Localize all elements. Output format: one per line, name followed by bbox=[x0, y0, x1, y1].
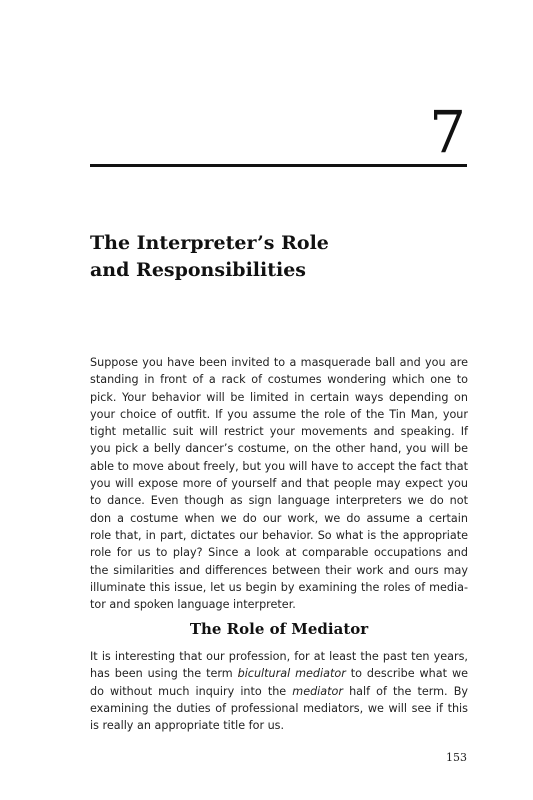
text-line: role for us to play? Since a look at comparable occupations and bbox=[90, 546, 468, 560]
text-line: tight metallic suit will restrict your movements and speaking. If bbox=[90, 425, 468, 439]
text-line: standing in front of a rack of costumes wondering which one to bbox=[90, 373, 468, 387]
text-run: to describe what we bbox=[345, 667, 468, 681]
text-line: able to move about freely, but you will have to accept the fact that bbox=[90, 459, 468, 473]
text-line: It is interesting that our profession, for at least the past ten years, bbox=[90, 650, 468, 663]
text-line: Suppose you have been invited to a masquerade ball and you are bbox=[90, 356, 468, 369]
emphasis-term: mediator bbox=[292, 684, 343, 698]
text-line bbox=[90, 683, 468, 700]
text-line: role that, in part, dictates our behavior. So what is the appropriate bbox=[90, 528, 468, 542]
intro-paragraph bbox=[90, 354, 468, 613]
text-line: the similarities and differences between their work and ours may bbox=[90, 563, 468, 577]
chapter-number: 7 bbox=[429, 98, 466, 166]
text-run: half of the term. By bbox=[342, 684, 468, 698]
text-line: tor and spoken language interpreter. bbox=[90, 598, 296, 612]
text-line: is really an appropriate title for us. bbox=[90, 719, 285, 733]
chapter-rule bbox=[90, 164, 467, 167]
text-run: has been using the term bbox=[90, 667, 238, 681]
chapter-title-line: The Interpreter’s Role bbox=[90, 232, 329, 254]
page-number: 153 bbox=[446, 751, 467, 764]
text-line: to dance. Even though as sign language interpreters we do not bbox=[90, 494, 468, 508]
chapter-title bbox=[90, 230, 470, 284]
text-line: examining the duties of professional mediators, we will see if this bbox=[90, 701, 468, 715]
emphasis-term: bicultural mediator bbox=[237, 667, 346, 681]
section-paragraph bbox=[90, 648, 468, 734]
text-line: you will expose more of yourself and that people may expect you bbox=[90, 477, 468, 491]
text-line bbox=[90, 665, 468, 682]
text-line: don a costume when we do our work, we do assume a certain bbox=[90, 511, 468, 525]
text-run: do without much inquiry into the bbox=[90, 684, 293, 698]
section-heading: The Role of Mediator bbox=[189, 620, 369, 638]
chapter-title-line: and Responsibilities bbox=[90, 259, 307, 281]
text-line: you pick a belly dancer’s costume, on the other hand, you will be bbox=[90, 442, 468, 456]
text-line: illuminate this issue, let us begin by examining the roles of media- bbox=[90, 580, 468, 594]
text-line: your choice of outfit. If you assume the role of the Tin Man, your bbox=[90, 407, 468, 421]
text-line: pick. Your behavior will be limited in certain ways depending on bbox=[90, 390, 468, 404]
